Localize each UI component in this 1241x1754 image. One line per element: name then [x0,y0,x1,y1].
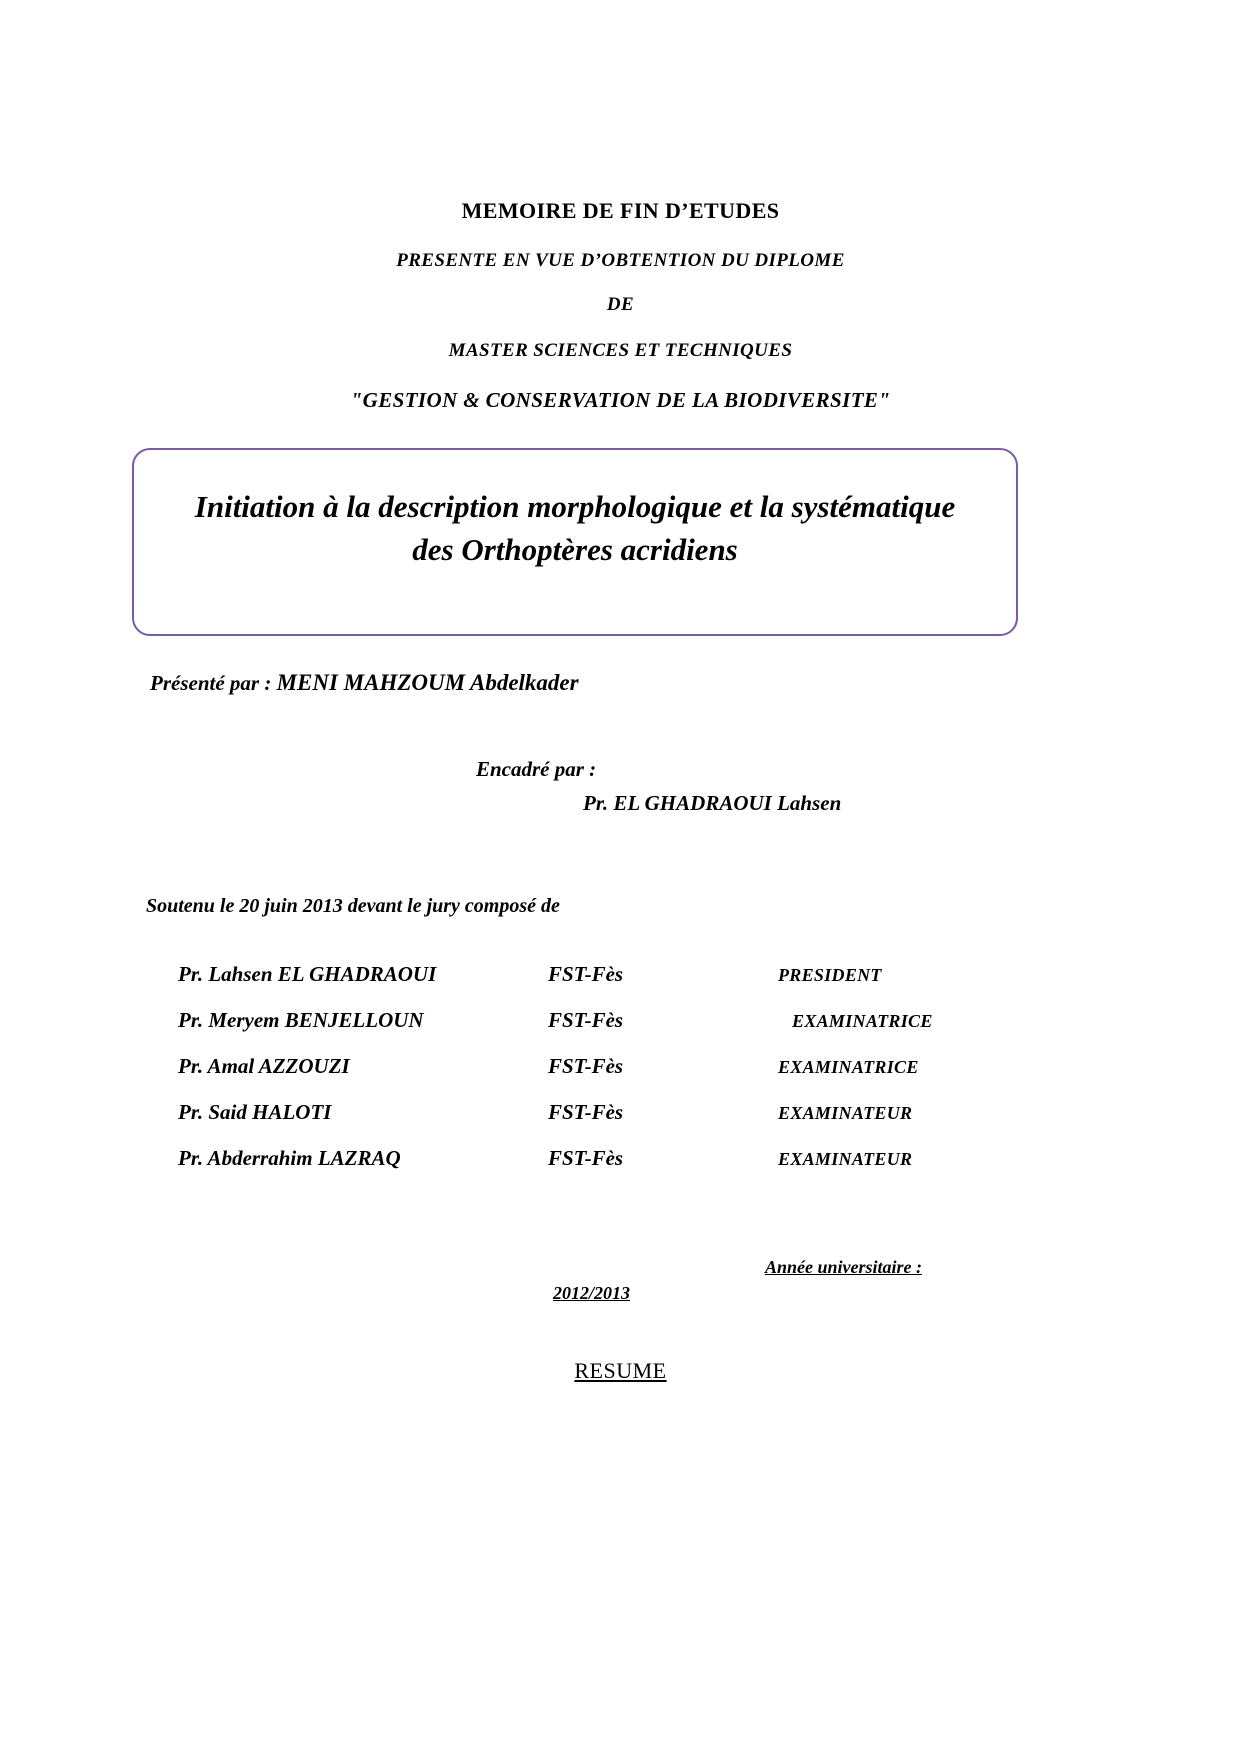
section-heading-resume: RESUME [574,1358,667,1383]
jury-member-role: PRESIDENT [778,965,882,985]
header-line-specialty: "GESTION & CONSERVATION DE LA BIODIVERSITE" [350,388,891,412]
table-row [178,1090,978,1136]
author-line [150,670,579,696]
jury-member-affiliation: FST-Fès [548,1100,624,1124]
jury-member-affiliation: FST-Fès [548,962,624,986]
header-line-master: MASTER SCIENCES ET TECHNIQUES [448,340,793,361]
academic-year-value: 2012/2013 [553,1283,631,1303]
table-row [178,998,978,1044]
jury-member-affiliation: FST-Fès [548,1008,624,1032]
jury-member-name: Pr. Amal AZZOUZI [178,1054,350,1078]
page-title: Initiation à la description morphologique et la systématique des Orthoptères acridiens [194,489,956,567]
jury-member-role: EXAMINATEUR [778,1149,913,1169]
table-row [178,952,978,998]
author-label: Présenté par : [150,671,277,695]
jury-member-name: Pr. Meryem BENJELLOUN [178,1008,424,1032]
header-line-diploma-type: MEMOIRE DE FIN D’ETUDES [461,198,780,223]
table-row [178,1044,978,1090]
jury-member-name: Pr. Lahsen EL GHADRAOUI [178,962,437,986]
supervisor-name: Pr. EL GHADRAOUI Lahsen [583,791,842,815]
jury-member-role: EXAMINATEUR [778,1103,913,1123]
academic-year-label: Année universitaire : [765,1257,923,1277]
supervisor-label: Encadré par : [476,757,597,781]
author-name: MENI MAHZOUM Abdelkader [276,670,579,695]
defense-line: Soutenu le 20 juin 2013 devant le jury composé de [146,895,560,917]
jury-member-name: Pr. Abderrahim LAZRAQ [178,1146,401,1170]
jury-member-role: EXAMINATRICE [792,1011,933,1031]
jury-member-name: Pr. Said HALOTI [178,1100,332,1124]
document-header [0,198,1241,413]
header-line-de: DE [606,294,635,315]
header-line-presented-for: PRESENTE EN VUE D’OBTENTION DU DIPLOME [396,250,845,271]
table-row [178,1136,978,1182]
title-box [132,448,1018,636]
jury-member-affiliation: FST-Fès [548,1054,624,1078]
jury-member-role: EXAMINATRICE [778,1057,919,1077]
jury-member-affiliation: FST-Fès [548,1146,624,1170]
jury-table [178,952,978,1182]
